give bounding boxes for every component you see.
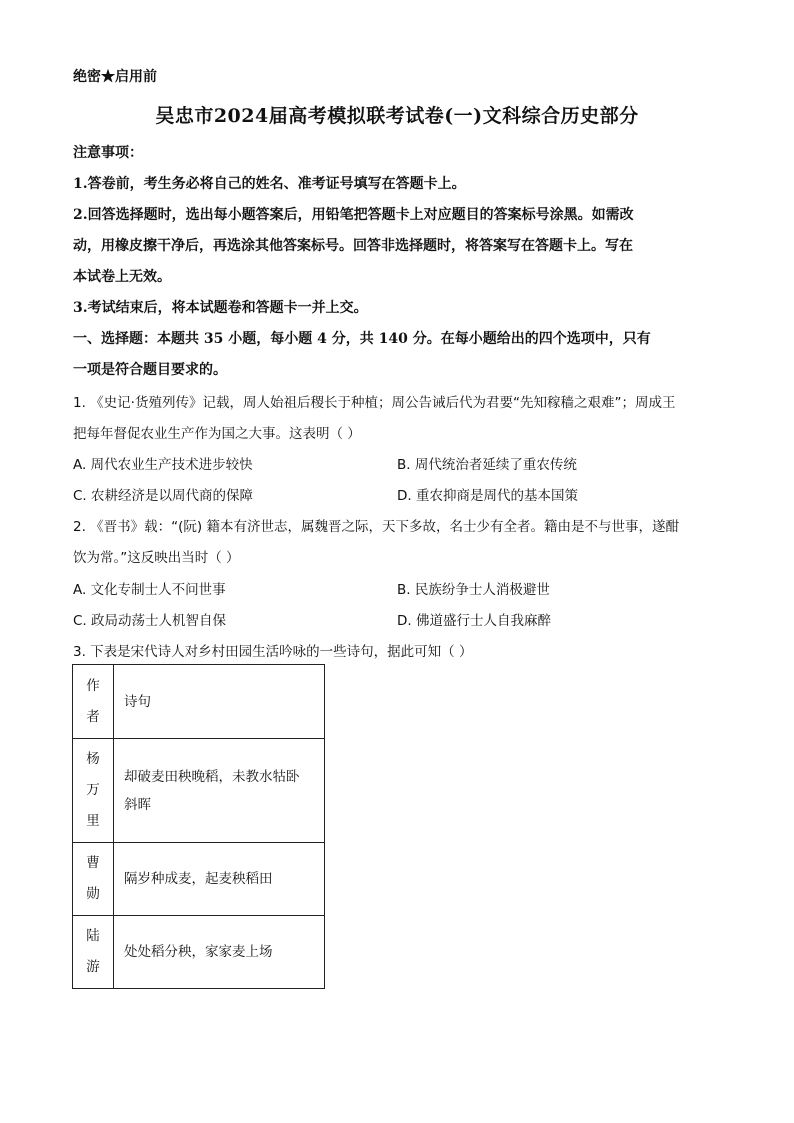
question-2-stem-line-1: 2. 《晋书》载：“(阮) 籍本有济世志，属魏晋之际，天下多故，名士少有全者。籍由是不与世事，遂酣 [73, 519, 679, 535]
question-1-stem-line-1: 1. 《史记·货殖列传》记载，周人始祖后稷长于种植；周公告诫后代为君要“先知稼穑之艰难”；周成王 [73, 395, 676, 411]
author-cell: 杨 万 里 [73, 739, 114, 843]
notes-item-2-line-1: 2.回答选择题时，选出每小题答案后，用铅笔把答题卡上对应题目的答案标号涂黑。如需改 [73, 207, 634, 223]
question-1-option-b: B. 周代统治者延续了重农传统 [397, 457, 577, 473]
question-2-option-d: D. 佛道盛行士人自我麻醉 [397, 613, 551, 629]
question-2-option-a: A. 文化专制士人不问世事 [73, 582, 226, 598]
section-heading-line-2: 一项是符合题目要求的。 [73, 362, 227, 378]
table-row [73, 739, 325, 843]
author-cell: 陆 游 [73, 916, 114, 989]
question-3-stem: 3. 下表是宋代诗人对乡村田园生活吟咏的一些诗句，据此可知（ ） [73, 644, 473, 660]
poem-header: 诗句 [114, 665, 325, 739]
table-row [73, 843, 325, 916]
confidential-mark: 绝密★启用前 [73, 69, 157, 85]
section-heading-line-1: 一、选择题：本题共 35 小题，每小题 4 分，共 140 分。在每小题给出的四个选项中，只有 [73, 331, 651, 347]
question-1-option-a: A. 周代农业生产技术进步较快 [73, 457, 253, 473]
author-cell: 曹 勋 [73, 843, 114, 916]
notes-item-2-line-2: 动，用橡皮擦干净后，再选涂其他答案标号。回答非选择题时，将答案写在答题卡上。写在 [73, 238, 633, 254]
notes-item-2-line-3: 本试卷上无效。 [73, 269, 171, 285]
poem-table [72, 664, 325, 989]
exam-title: 吴忠市2024届高考模拟联考试卷(一)文科综合历史部分 [155, 105, 639, 127]
poem-cell: 却破麦田秧晚稻，未教水牯卧 斜晖 [114, 739, 325, 843]
poem-cell: 隔岁种成麦，起麦秧稻田 [114, 843, 325, 916]
question-2-stem-line-2: 饮为常。”这反映出当时（ ） [73, 550, 240, 566]
poem-cell: 处处稻分秧，家家麦上场 [114, 916, 325, 989]
notes-item-1: 1.答卷前，考生务必将自己的姓名、准考证号填写在答题卡上。 [73, 176, 466, 192]
question-1-option-c: C. 农耕经济是以周代商的保障 [73, 488, 254, 504]
table-row [73, 916, 325, 989]
question-1-stem-line-2: 把每年督促农业生产作为国之大事。这表明（ ） [73, 426, 361, 442]
author-header: 作 者 [73, 665, 114, 739]
notes-heading: 注意事项： [73, 145, 143, 161]
question-2-option-c: C. 政局动荡士人机智自保 [73, 613, 227, 629]
question-2-option-b: B. 民族纷争士人消极避世 [397, 582, 550, 598]
table-header-row [73, 665, 325, 739]
question-1-option-d: D. 重农抑商是周代的基本国策 [397, 488, 578, 504]
notes-item-3: 3.考试结束后，将本试题卷和答题卡一并上交。 [73, 300, 368, 316]
